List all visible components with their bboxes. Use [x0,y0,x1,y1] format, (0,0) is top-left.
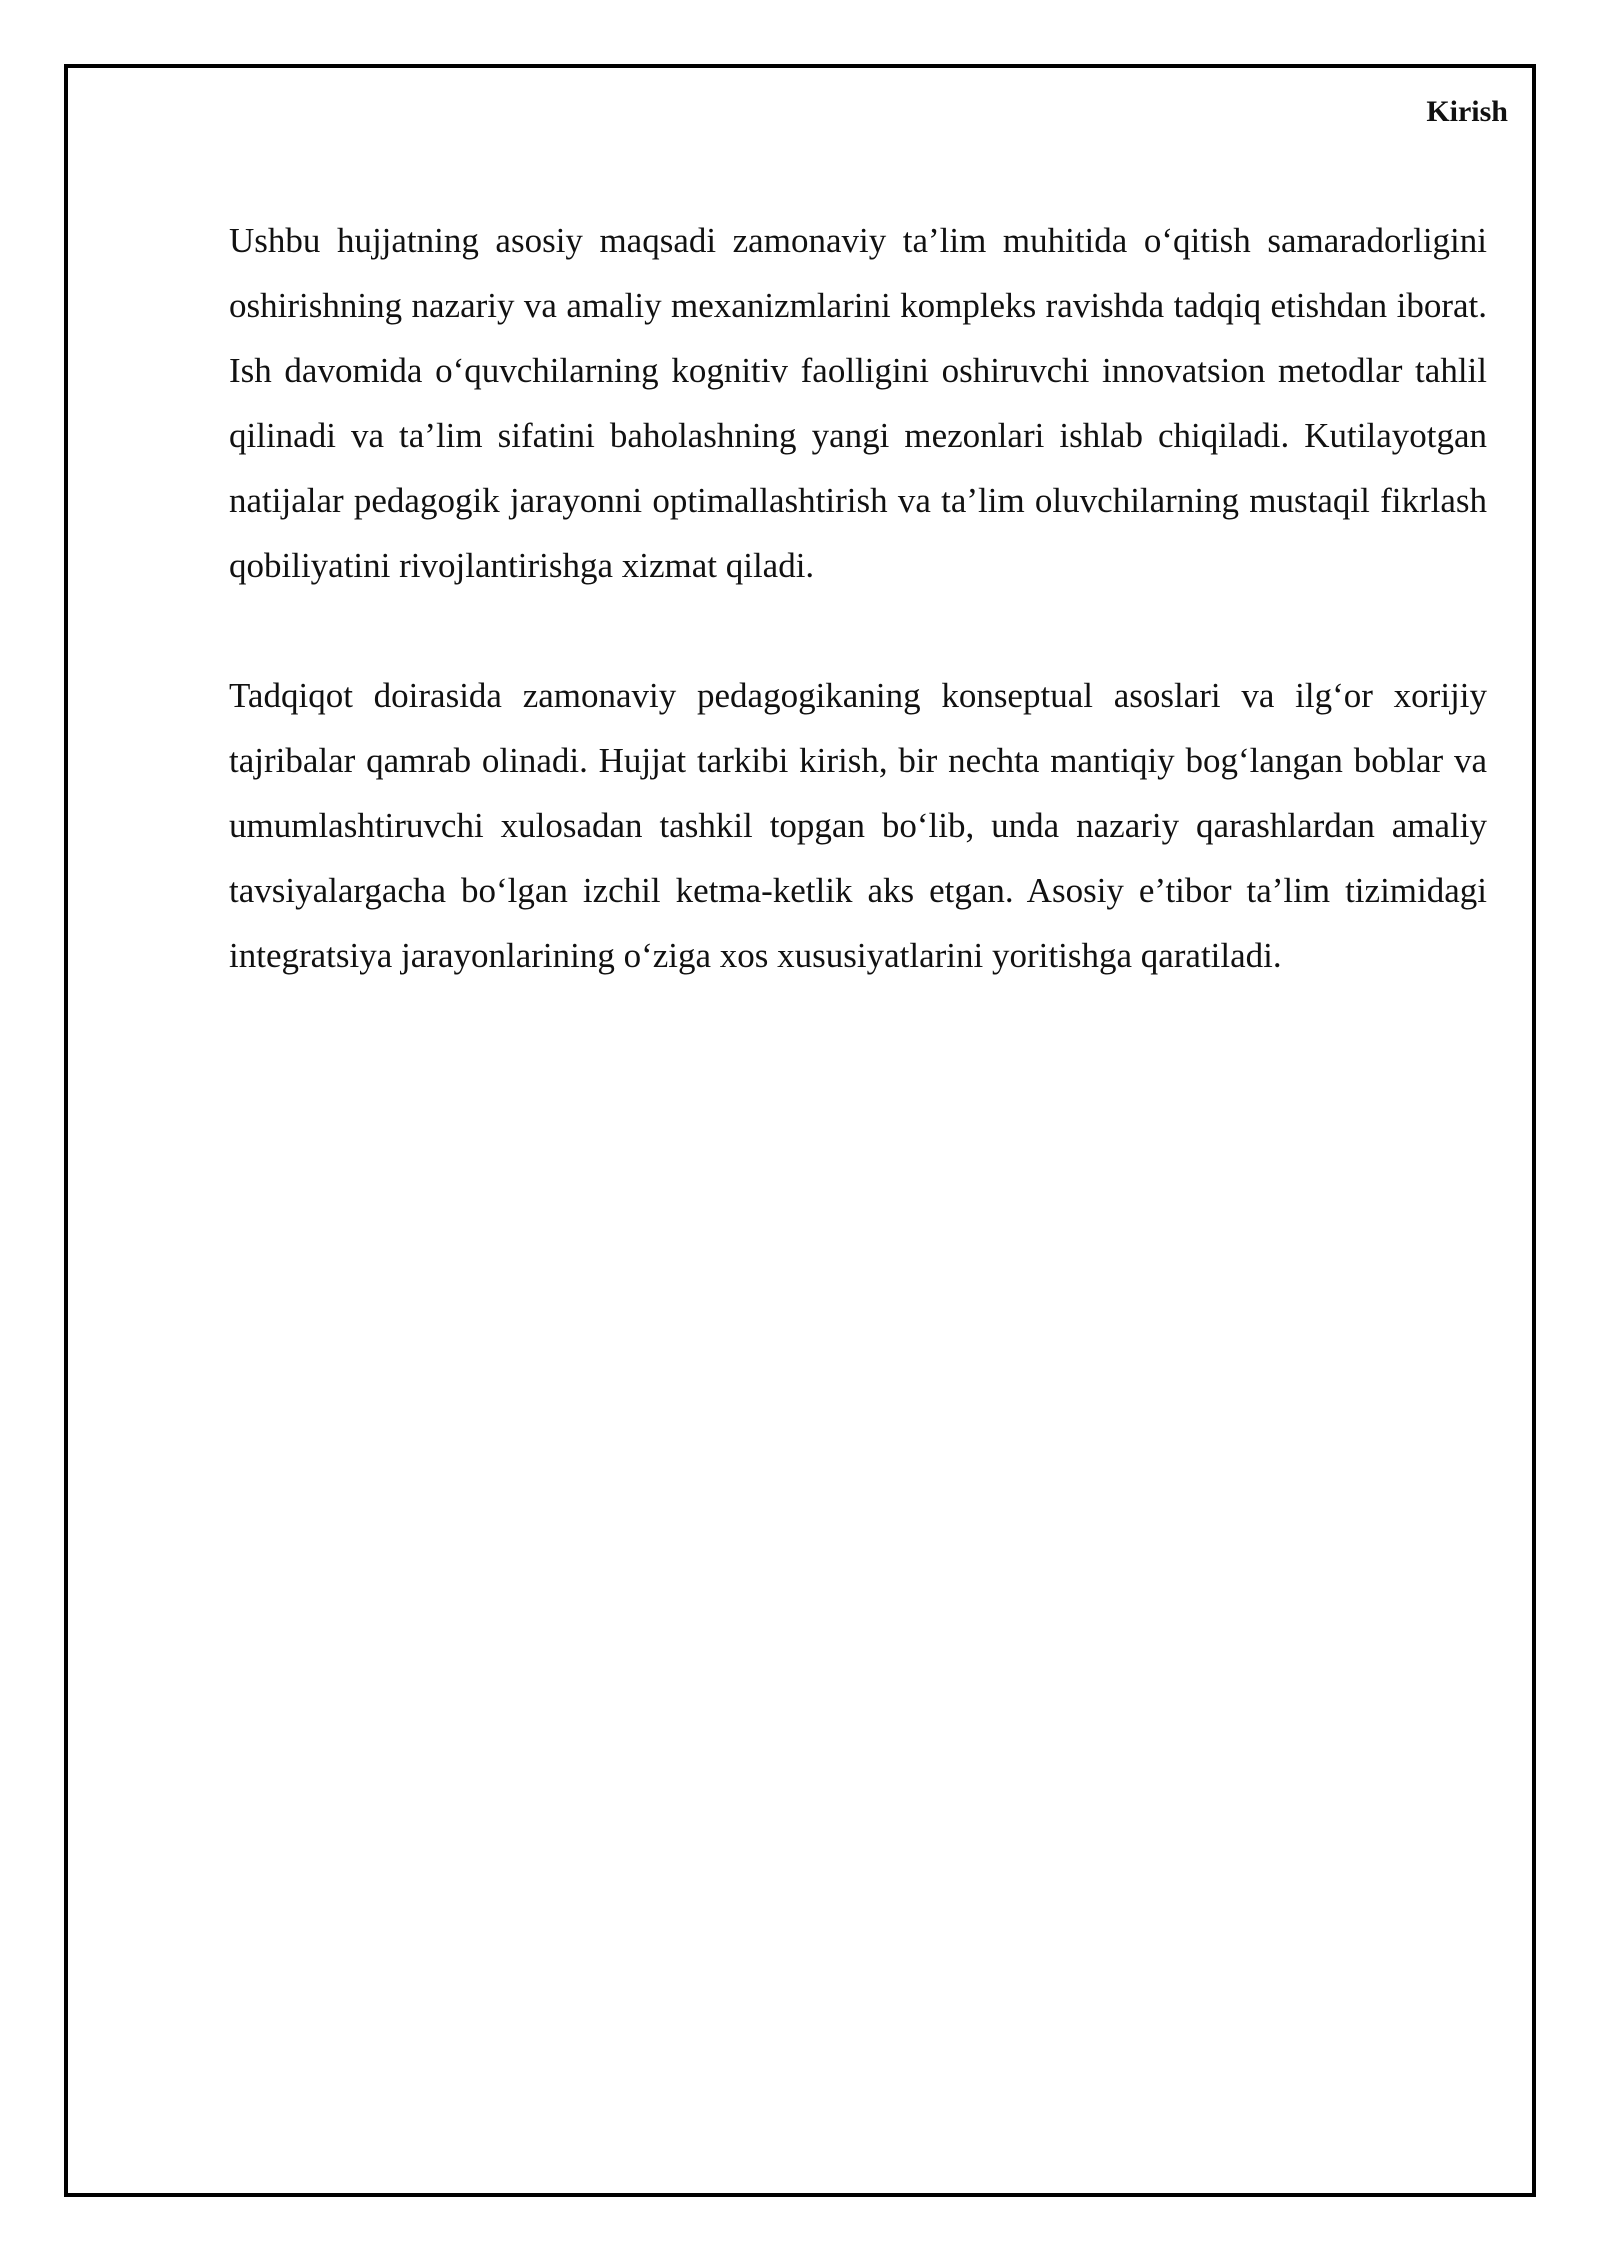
paragraph-1: Ushbu hujjatning asosiy maqsadi zamonaviy ta’lim muhitida o‘qitish samaradorligini oshirishning nazariy va amaliy mexanizmlarini kompleks ravishda tadqiq etishdan iborat. Ish davomida o‘quvchilarning kognitiv faolligini oshiruvchi innovatsion metodlar tahlil qilinadi va ta’lim sifatini baholashning yangi mezonlari ishlab chiqiladi. Kutilayotgan natijalar pedagogik jarayonni optimallashtirish va ta’lim oluvchilarning mustaqil fikrlash qobiliyatini rivojlantirishga xizmat qiladi. [229,221,1487,585]
section-heading: Kirish [1426,95,1508,128]
paragraph-2: Tadqiqot doirasida zamonaviy pedagogikaning konseptual asoslari va ilg‘or xorijiy tajribalar qamrab olinadi. Hujjat tarkibi kirish, bir nechta mantiqiy bog‘langan boblar va umumlashtiruvchi xulosadan tashkil topgan bo‘lib, unda nazariy qarashlardan amaliy tavsiyalargacha bo‘lgan izchil ketma-ketlik aks etgan. Asosiy e’tibor ta’lim tizimidagi integratsiya jarayonlarining o‘ziga xos xususiyatlarini yoritishga qaratiladi. [229,676,1487,975]
